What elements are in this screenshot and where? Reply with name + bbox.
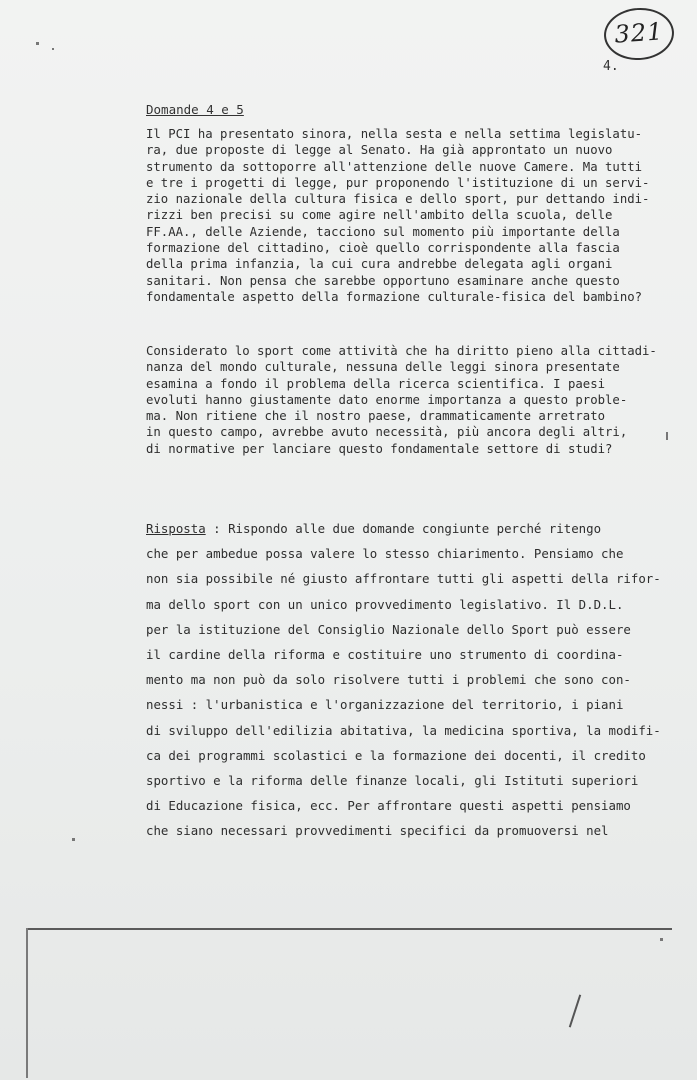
text-line: e tre i progetti di legge, pur proponendo l'istituzione di un servi- [146,175,650,190]
text-line: che siano necessari provvedimenti specifici da promuoversi nel [146,823,609,839]
text-line: non sia possibile né giusto affrontare tutti gli aspetti della rifor- [146,571,661,587]
text-line: sportivo e la riforma delle finanze locali, gli Istituti superiori [146,773,639,789]
pen-mark [569,995,581,1028]
text-line: zio nazionale della cultura fisica e dello sport, pur dettando indi- [146,192,650,207]
answer-first-line [146,516,666,541]
text-line: strumento da sottoporre all'attenzione delle nuove Camere. Ma tutti [146,159,643,174]
text-line: sanitari. Non pensa che sarebbe opportuno esaminare anche questo [146,273,620,288]
text-line: ma. Non ritiene che il nostro paese, drammaticamente arretrato [146,409,606,424]
bottom-border-line [26,928,672,930]
scan-speck [666,432,668,440]
answer-first-line-text: : Rispondo alle due domande congiunte perché ritengo [205,521,602,536]
text-line: in questo campo, avrebbe avuto necessità, più ancora degli altri, [146,425,628,440]
left-border-line [26,928,28,1078]
text-line: per la istituzione del Consiglio Nazionale dello Sport può essere [146,621,631,637]
text-line: ra, due proposte di legge al Senato. Ha già approntato un nuovo [146,143,613,158]
text-line: nessi : l'urbanistica e l'organizzazione del territorio, i piani [146,697,624,713]
text-line: il cardine della riforma e costituire uno strumento di coordina- [146,647,624,663]
text-line: fondamentale aspetto della formazione culturale-fisica del bambino? [146,289,643,304]
text-line: evoluti hanno giustamente dato enorme importanza a questo proble- [146,392,628,407]
answer-paragraph [146,516,666,844]
text-line: Il PCI ha presentato sinora, nella sesta e nella settima legislatu- [146,127,643,141]
text-line: ma dello sport con un unico provvedimento legislativo. Il D.D.L. [146,596,624,612]
text-line: formazione del cittadino, cioè quello corrispondente alla fascia [146,241,620,256]
text-line: nanza del mondo culturale, nessuna delle leggi sinora presentate [146,360,620,375]
scan-speck [660,938,663,941]
text-line: della prima infanzia, la cui cura andrebbe delegata agli organi [146,257,613,272]
text-line: ca dei programmi scolastici e la formazione dei docenti, il credito [146,747,646,763]
page-number: 4. [603,59,619,74]
scan-speck [52,48,54,50]
text-line: di Educazione fisica, ecc. Per affrontare questi aspetti pensiamo [146,798,631,814]
scan-speck [36,42,39,45]
text-line: Considerato lo sport come attività che ha diritto pieno alla cittadi- [146,344,657,358]
text-line: mento ma non può da solo risolvere tutti i problemi che sono con- [146,672,631,688]
question-paragraph-1 [146,126,666,305]
text-line: che per ambedue possa valere lo stesso chiarimento. Pensiamo che [146,546,624,562]
text-line: di sviluppo dell'edilizia abitativa, la medicina sportiva, la modifi- [146,722,661,738]
text-line: rizzi ben precisi su come agire nell'ambito della scuola, delle [146,208,613,223]
scan-speck [72,838,75,841]
text-line: di normative per lanciare questo fondamentale settore di studi? [146,441,613,456]
section-heading: Domande 4 e 5 [146,102,244,117]
answer-label: Risposta [146,521,206,536]
text-line: FF.AA., delle Aziende, tacciono sul momento più importante della [146,224,620,239]
question-paragraph-2 [146,343,666,457]
archive-stamp: 321 [602,6,675,63]
text-line: esamina a fondo il problema della ricerca scientifica. I paesi [146,376,606,391]
